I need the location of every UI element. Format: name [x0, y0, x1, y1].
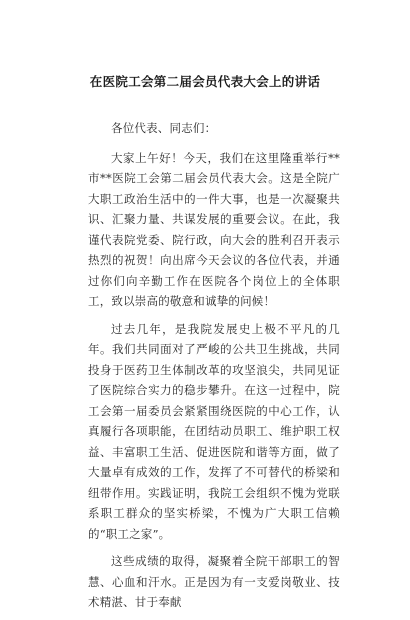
paragraph: 大家上午好！今天，我们在这里隆重举行**市**医院工会第二届会员代表大会。这是全院广大职工政治生活中的一件大事，也是一次凝聚共识、汇聚力量、共谋发展的重要会议。在此，我谨代表院党委、院行政，向大会的胜利召开表示热烈的祝贺！向出席今天会议的各位代表，并通过你们向辛勤工作在医院各个岗位上的全体职工，致以崇高的敬意和诚挚的问候！ [88, 150, 340, 308]
salutation: 各位代表、同志们： [111, 121, 217, 135]
paragraph: 过去几年，是我院发展史上极不平凡的几年。我们共同面对了严峻的公共卫生挑战，共同投身于医药卫生体制改革的攻坚浪尖，共同见证了医院综合实力的稳步攀升。在这一过程中，院工会第一届委员会紧紧围绕医院的中心工作，认真履行各项职能，在团结动员职工、维护职工权益、丰富职工生活、促进医院和谐等方面，做了大量卓有成效的工作，发挥了不可替代的桥梁和纽带作用。实践证明，我院工会组织不愧为党联系职工群众的坚实桥梁，不愧为广大职工信赖的“职工之家”。 [88, 321, 340, 541]
document-body [88, 118, 340, 620]
document-title: 在医院工会第二届会员代表大会上的讲话 [89, 74, 321, 89]
paragraph: 这些成绩的取得，凝聚着全院干部职工的智慧、心血和汗水。正是因为有一支爱岗敬业、技术精湛、甘于奉献 [88, 554, 340, 609]
